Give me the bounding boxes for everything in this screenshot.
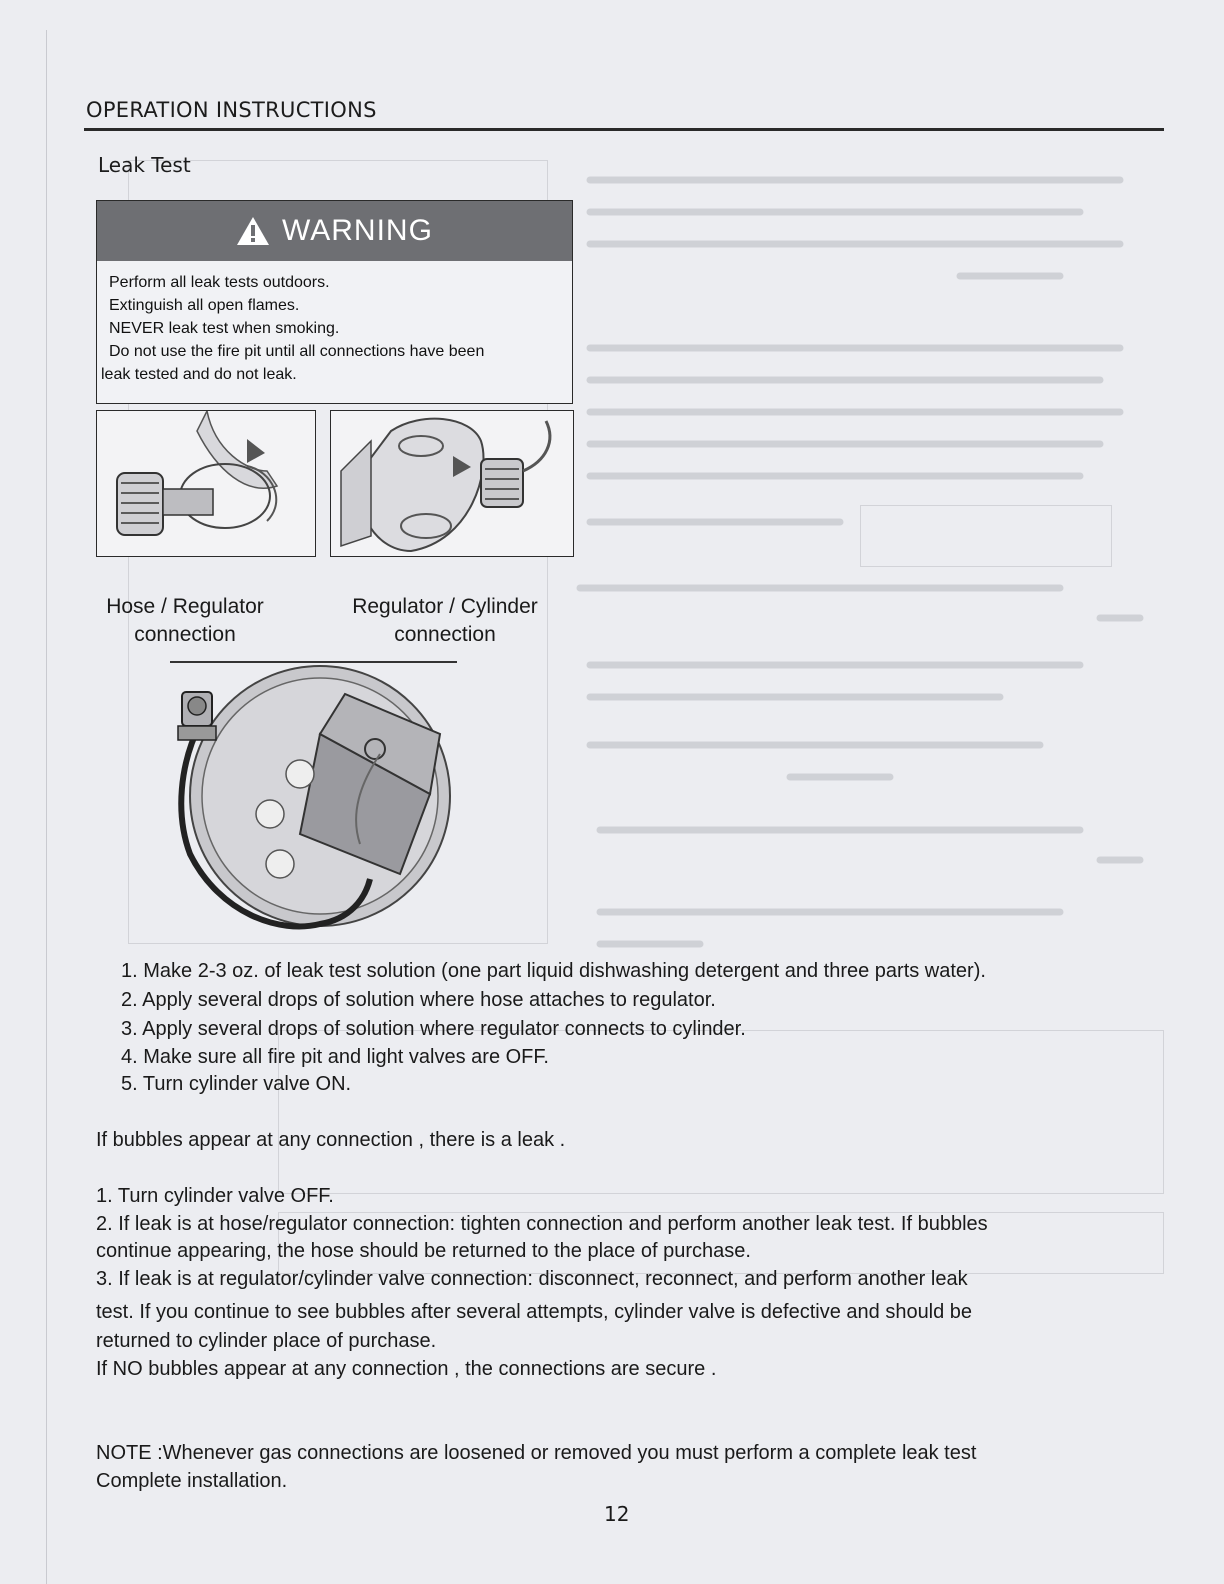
- step-item: 1. Make 2-3 oz. of leak test solution (one part liquid dishwashing detergent and three parts water).: [121, 960, 986, 982]
- step-item: 5. Turn cylinder valve ON.: [121, 1073, 352, 1095]
- caption-rule: [170, 661, 457, 663]
- warning-line: Perform all leak tests outdoors.: [109, 274, 330, 291]
- step-item: 4. Make sure all fire pit and light valves are OFF.: [121, 1046, 549, 1068]
- fire-pit-photo: [150, 664, 460, 944]
- regulator-cylinder-photo: [330, 410, 574, 557]
- leak-step: 2. If leak is at hose/regulator connection: tighten connection and perform another leak test. If bubbles: [96, 1213, 988, 1235]
- hose-regulator-photo: [96, 410, 316, 557]
- leak-step: 3. If leak is at regulator/cylinder valve connection: disconnect, reconnect, and perform another leak: [96, 1268, 968, 1290]
- page-edge: [46, 30, 47, 1584]
- caption-line: Regulator / Cylinder: [352, 595, 538, 618]
- step-item: 3. Apply several drops of solution where regulator connects to cylinder.: [121, 1018, 746, 1040]
- warning-title: WARNING: [282, 214, 433, 247]
- warning-line: NEVER leak test when smoking.: [109, 320, 340, 337]
- caption-line: connection: [394, 623, 496, 646]
- warning-line: Do not use the fire pit until all connections have been: [109, 343, 485, 360]
- page-number: 12: [604, 1502, 630, 1526]
- warning-triangle-icon: [236, 216, 270, 246]
- leak-step: test. If you continue to see bubbles after several attempts, cylinder valve is defective and should be: [96, 1301, 973, 1323]
- warning-box: [96, 200, 573, 404]
- leak-step: continue appearing, the hose should be returned to the place of purchase.: [96, 1240, 751, 1262]
- note-line: NOTE :Whenever gas connections are loosened or removed you must perform a complete leak test: [96, 1442, 977, 1464]
- leak-step: 1. Turn cylinder valve OFF.: [96, 1185, 334, 1207]
- no-bubbles-statement: If NO bubbles appear at any connection , the connections are secure .: [96, 1358, 717, 1380]
- bubbles-statement: If bubbles appear at any connection , there is a leak .: [96, 1129, 566, 1151]
- step-item: 2. Apply several drops of solution where hose attaches to regulator.: [121, 989, 716, 1011]
- warning-text: [97, 261, 572, 386]
- caption-regulator-cylinder: [350, 593, 540, 649]
- section-title: Leak Test: [98, 153, 191, 177]
- caption-line: Hose / Regulator: [106, 595, 264, 618]
- caption-line: connection: [134, 623, 236, 646]
- warning-header: [97, 201, 572, 261]
- warning-line: leak tested and do not leak.: [101, 366, 297, 383]
- heading-rule: [84, 128, 1164, 131]
- page-heading: OPERATION INSTRUCTIONS: [86, 98, 377, 122]
- caption-hose-regulator: [100, 593, 270, 649]
- warning-line: Extinguish all open flames.: [109, 297, 300, 314]
- note-line: Complete installation.: [96, 1470, 288, 1492]
- bleed-through-lines: [560, 160, 1160, 1460]
- leak-step: returned to cylinder place of purchase.: [96, 1330, 437, 1352]
